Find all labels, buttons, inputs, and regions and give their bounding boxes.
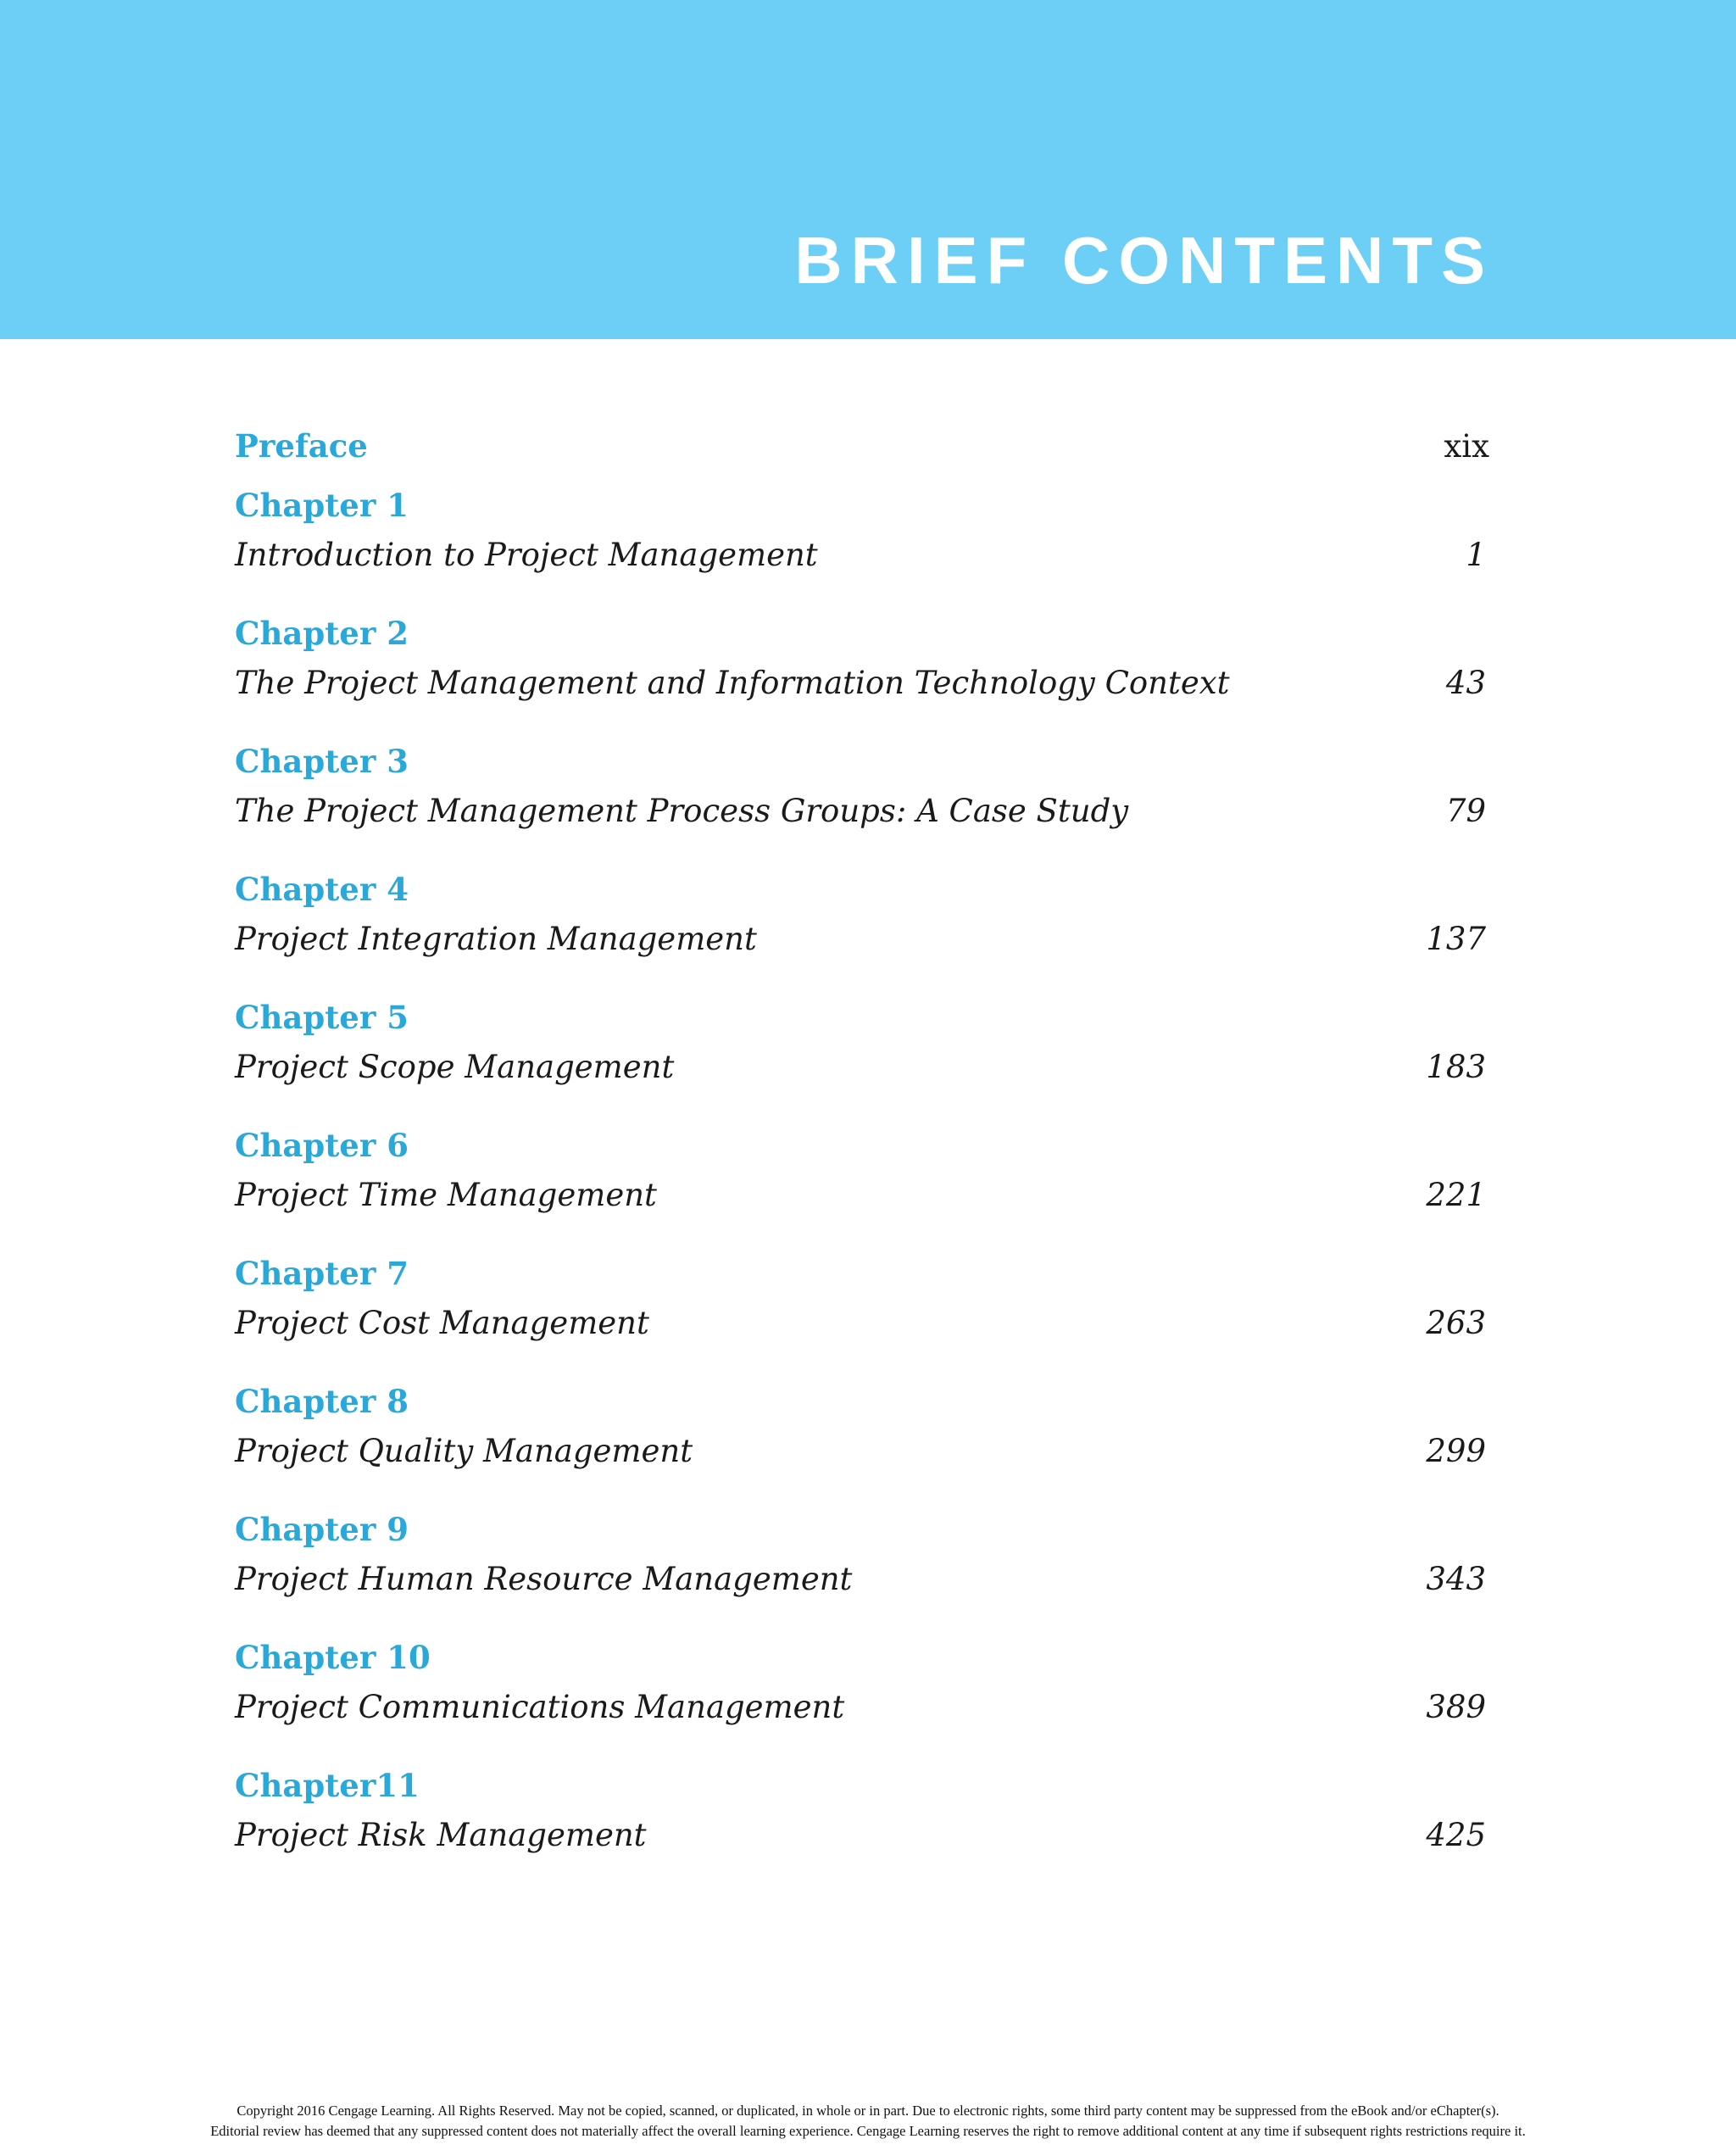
chapter-title[interactable]: Project Time Management [235, 1177, 657, 1213]
chapter-page-number: 343 [1426, 1561, 1486, 1597]
chapter-title[interactable]: The Project Management and Information Technology Context [235, 665, 1230, 701]
preface-page-number: xix [1444, 428, 1489, 465]
chapter-label[interactable]: Chapter11 [235, 1767, 420, 1804]
chapter-page-number: 425 [1426, 1817, 1486, 1853]
chapter-title[interactable]: Project Integration Management [235, 921, 757, 957]
chapter-label[interactable]: Chapter 3 [235, 743, 409, 780]
copyright-footer [0, 2101, 1736, 2142]
chapter-page-number: 1 [1466, 537, 1486, 573]
chapter-label[interactable]: Chapter 5 [235, 999, 409, 1036]
chapter-title[interactable]: Introduction to Project Management [235, 537, 818, 573]
chapter-page-number: 79 [1445, 793, 1486, 829]
page-title: BRIEF CONTENTS [794, 223, 1494, 298]
chapter-page-number: 389 [1426, 1689, 1486, 1725]
chapter-page-number: 263 [1426, 1305, 1486, 1341]
chapter-label[interactable]: Chapter 9 [235, 1511, 409, 1548]
chapter-label[interactable]: Chapter 8 [235, 1383, 409, 1420]
chapter-title[interactable]: The Project Management Process Groups: A Case Study [235, 793, 1129, 829]
chapter-page-number: 221 [1426, 1177, 1486, 1213]
copyright-line: Copyright 2016 Cengage Learning. All Rights Reserved. May not be copied, scanned, or duplicated, in whole or in part. Due to electronic rights, some third party content may be suppressed from the eBook and/or eChapter(s). [236, 2103, 1500, 2119]
chapter-title[interactable]: Project Human Resource Management [235, 1561, 853, 1597]
chapter-page-number: 43 [1445, 665, 1486, 701]
chapter-title[interactable]: Project Communications Management [235, 1689, 845, 1725]
chapter-label[interactable]: Chapter 10 [235, 1639, 431, 1676]
chapter-label[interactable]: Chapter 1 [235, 487, 409, 524]
header-band [0, 0, 1736, 339]
chapter-label[interactable]: Chapter 6 [235, 1127, 409, 1164]
chapter-page-number: 183 [1426, 1049, 1486, 1085]
chapter-page-number: 137 [1426, 921, 1486, 957]
chapter-label[interactable]: Chapter 7 [235, 1255, 409, 1292]
chapter-title[interactable]: Project Cost Management [235, 1305, 649, 1341]
chapter-title[interactable]: Project Risk Management [235, 1817, 647, 1853]
chapter-title[interactable]: Project Quality Management [235, 1433, 693, 1469]
copyright-line: Editorial review has deemed that any suppressed content does not materially affect the overall learning experience. Cengage Learning reserves the right to remove additional content at any time if subsequent rights restrictions require it. [210, 2123, 1526, 2139]
chapter-label[interactable]: Chapter 2 [235, 615, 409, 652]
chapter-title[interactable]: Project Scope Management [235, 1049, 675, 1085]
chapter-label[interactable]: Chapter 4 [235, 871, 409, 908]
preface-label[interactable]: Preface [235, 427, 368, 465]
chapter-page-number: 299 [1426, 1433, 1486, 1469]
